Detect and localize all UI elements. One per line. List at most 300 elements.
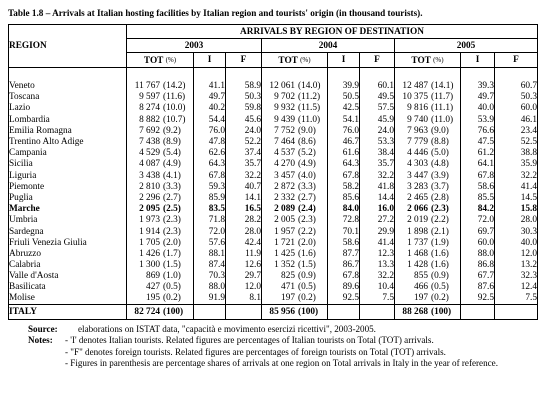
foreign-share: 7.5 [495, 293, 538, 304]
foreign-share: 49.5 [360, 92, 395, 103]
tot-value: 855 [414, 271, 428, 282]
tot-cell [262, 192, 328, 203]
tot-share: (10.0) [163, 103, 186, 114]
tot-value: 9 932 [274, 103, 295, 114]
foreign-share: 29.9 [360, 226, 395, 237]
spacer-cell [495, 68, 538, 81]
tot-cell [262, 103, 328, 114]
italian-share: 58.6 [328, 237, 360, 248]
italian-share: 41.1 [194, 81, 226, 92]
total-tot-value: 85 956 [269, 306, 295, 317]
italian-share: 67.8 [461, 170, 495, 181]
total-tot-cell [262, 304, 328, 319]
foreign-share: 13.2 [495, 260, 538, 271]
tot-share: (3.3) [298, 181, 316, 192]
foreign-share: 13.3 [360, 260, 395, 271]
table-row [9, 114, 538, 125]
total-tot-share: (100) [163, 306, 184, 317]
tot-share: (4.9) [163, 159, 181, 170]
tot-share: (0.5) [298, 282, 316, 293]
tot-cell [395, 271, 461, 282]
tot-share: (11.0) [431, 114, 454, 125]
tot-value: 3 457 [274, 170, 295, 181]
spacer-cell [395, 68, 461, 81]
tot-value: 1 426 [139, 248, 160, 259]
tot-share: (1.7) [163, 248, 181, 259]
tot-share: (1.6) [431, 260, 449, 271]
tot-value: 8 882 [139, 114, 160, 125]
tot-cell [127, 215, 194, 226]
tot-header [262, 53, 328, 68]
italian-share: 46.7 [328, 136, 360, 147]
italian-share: 88.0 [461, 248, 495, 259]
italian-header: I [328, 53, 360, 68]
total-empty-cell [495, 304, 538, 319]
foreign-share: 16.5 [226, 204, 262, 215]
foreign-share: 53.3 [360, 136, 395, 147]
tot-share: (0.9) [298, 271, 316, 282]
tot-share: (1.5) [298, 260, 316, 271]
tot-share: (2.3) [163, 226, 181, 237]
tot-value: 4 537 [274, 148, 295, 159]
table-row [9, 237, 538, 248]
italian-share: 64.3 [194, 159, 226, 170]
foreign-share: 52.2 [226, 136, 262, 147]
tot-cell [395, 293, 461, 304]
region-name: Marche [9, 204, 127, 215]
spacer-cell [127, 68, 194, 81]
tot-cell [262, 293, 328, 304]
year-header-2004: 2004 [262, 39, 395, 53]
foreign-share: 8.1 [226, 293, 262, 304]
region-name: Umbria [9, 215, 127, 226]
tot-cell [395, 125, 461, 136]
foreign-share: 52.5 [495, 136, 538, 147]
tot-cell [127, 92, 194, 103]
foreign-share: 32.2 [226, 170, 262, 181]
italian-share: 62.6 [194, 148, 226, 159]
spacer-cell [9, 68, 127, 81]
foreign-share: 38.4 [360, 148, 395, 159]
foreign-share: 32.2 [360, 170, 395, 181]
region-name: Liguria [9, 170, 127, 181]
tot-value: 4 446 [407, 148, 428, 159]
italian-share: 85.6 [328, 192, 360, 203]
tot-share: (11.5) [298, 103, 321, 114]
region-name: Molise [9, 293, 127, 304]
tot-value: 1 352 [274, 260, 295, 271]
tot-value: 1 973 [139, 215, 160, 226]
note-line [28, 347, 538, 358]
tot-share: (9.2) [163, 125, 181, 136]
region-name: Emilia Romagna [9, 125, 127, 136]
italian-share: 64.3 [328, 159, 360, 170]
tot-value: 7 438 [139, 137, 160, 148]
tot-value: 7 752 [274, 125, 295, 136]
note-text: - Figures in parenthesis are percentage shares of arrivals at one region on Total arrivals in Italy in the year of reference. [65, 358, 498, 369]
italian-share: 40.0 [461, 103, 495, 114]
tot-share: (0.2) [163, 293, 181, 304]
tot-share: (1.6) [298, 248, 316, 259]
tot-cell [395, 248, 461, 259]
arrivals-table [8, 24, 538, 320]
foreign-share: 24.0 [360, 125, 395, 136]
total-empty-cell [328, 304, 360, 319]
table-row [9, 159, 538, 170]
region-name: Lombardia [9, 114, 127, 125]
foreign-share: 35.9 [495, 159, 538, 170]
tot-cell [395, 148, 461, 159]
italian-share: 72.8 [328, 215, 360, 226]
note-line [28, 358, 538, 369]
tot-share: (2.5) [163, 204, 181, 215]
spacer-cell [194, 68, 226, 81]
italian-share: 67.7 [461, 271, 495, 282]
tot-cell [262, 226, 328, 237]
region-name: Friuli Venezia Giulia [9, 237, 127, 248]
note-text: - "F" denotes foreign tourists. Related figures are percentages of foreign tourists on Total (TOT) arrivals. [65, 346, 446, 357]
tot-share: (0.2) [431, 293, 449, 304]
tot-share: (2.0) [163, 237, 181, 248]
foreign-share: 60.7 [495, 81, 538, 92]
tot-value: 2 095 [139, 204, 160, 215]
tot-cell [395, 226, 461, 237]
foreign-share: 30.3 [495, 226, 538, 237]
tot-share: (3.3) [163, 181, 181, 192]
foreign-share: 11.9 [226, 248, 262, 259]
italian-share: 89.6 [328, 282, 360, 293]
tot-header-label: TOT [411, 55, 431, 66]
italian-header: I [194, 53, 226, 68]
tot-cell [262, 136, 328, 147]
tot-cell [395, 282, 461, 293]
spacer-cell [328, 68, 360, 81]
table-row [9, 92, 538, 103]
tot-value: 1 300 [139, 260, 160, 271]
italian-share: 84.2 [461, 204, 495, 215]
tot-cell [262, 271, 328, 282]
italian-share: 92.5 [461, 293, 495, 304]
region-name: Campania [9, 148, 127, 159]
tot-cell [395, 192, 461, 203]
tot-value: 1 721 [274, 237, 295, 248]
tot-cell [262, 114, 328, 125]
foreign-share: 10.4 [360, 282, 395, 293]
table-notes [28, 324, 538, 370]
foreign-share: 24.0 [226, 125, 262, 136]
tot-value: 1 957 [274, 226, 295, 237]
tot-cell [395, 237, 461, 248]
total-empty-cell [461, 304, 495, 319]
tot-cell [262, 181, 328, 192]
tot-cell [262, 125, 328, 136]
tot-cell [127, 148, 194, 159]
source-line [28, 324, 538, 335]
foreign-header: F [226, 53, 262, 68]
foreign-share: 38.8 [495, 148, 538, 159]
tot-value: 4 087 [139, 159, 160, 170]
italian-share: 70.3 [194, 271, 226, 282]
tot-share: (10.7) [163, 114, 186, 125]
tot-share: (2.2) [298, 226, 316, 237]
tot-value: 9 702 [274, 92, 295, 103]
tot-cell [127, 181, 194, 192]
tot-share: (5.4) [163, 148, 181, 159]
tot-value: 3 447 [407, 170, 428, 181]
foreign-share: 59.8 [226, 103, 262, 114]
foreign-share: 58.9 [226, 81, 262, 92]
tot-value: 2 005 [274, 215, 295, 226]
tot-cell [127, 81, 194, 92]
italian-share: 40.2 [194, 103, 226, 114]
tot-share: (4.1) [163, 170, 181, 181]
table-row [9, 271, 538, 282]
tot-cell [127, 204, 194, 215]
italian-share: 86.7 [328, 260, 360, 271]
total-empty-cell [226, 304, 262, 319]
total-label: ITALY [9, 304, 127, 319]
notes-label: Notes: [28, 335, 53, 346]
foreign-share: 28.2 [226, 215, 262, 226]
italian-share: 86.8 [461, 260, 495, 271]
tot-cell [395, 136, 461, 147]
tot-cell [127, 192, 194, 203]
note-line [28, 335, 538, 346]
foreign-share: 35.7 [226, 159, 262, 170]
pct-header-label: (%) [433, 55, 444, 64]
tot-value: 7 692 [139, 125, 160, 136]
table-row [9, 204, 538, 215]
foreign-share: 12.0 [226, 282, 262, 293]
italian-share: 39.3 [461, 81, 495, 92]
foreign-share: 14.1 [226, 192, 262, 203]
italian-share: 72.0 [194, 226, 226, 237]
year-header-2003: 2003 [127, 39, 262, 53]
pct-header-label: (%) [300, 55, 311, 64]
tot-cell [127, 114, 194, 125]
tot-share: (8.8) [431, 137, 449, 148]
foreign-share: 16.0 [360, 204, 395, 215]
tot-share: (2.2) [431, 215, 449, 226]
table-row [9, 125, 538, 136]
region-name: Veneto [9, 81, 127, 92]
foreign-share: 50.3 [495, 92, 538, 103]
tot-value: 9 439 [274, 114, 295, 125]
tot-cell [262, 237, 328, 248]
italian-share: 64.1 [461, 159, 495, 170]
tot-cell [262, 204, 328, 215]
italian-share: 67.8 [328, 170, 360, 181]
italian-share: 72.0 [461, 215, 495, 226]
tot-value: 3 438 [139, 170, 160, 181]
foreign-share: 60.1 [360, 81, 395, 92]
italian-share: 53.9 [461, 114, 495, 125]
italian-share: 88.0 [194, 282, 226, 293]
table-row [9, 226, 538, 237]
foreign-share: 28.0 [226, 226, 262, 237]
region-name: Puglia [9, 192, 127, 203]
notes-label-spacer [28, 358, 65, 369]
region-name: Toscana [9, 92, 127, 103]
tot-value: 1 914 [139, 226, 160, 237]
italian-share: 67.8 [328, 271, 360, 282]
tot-cell [127, 226, 194, 237]
notes-label-spacer [28, 347, 65, 358]
tot-value: 466 [414, 282, 428, 293]
tot-value: 197 [414, 293, 428, 304]
italian-share: 58.6 [461, 181, 495, 192]
tot-share: (5.2) [298, 148, 316, 159]
tot-share: (11.1) [431, 103, 454, 114]
tot-cell [395, 215, 461, 226]
note-text: - 'I' denotes Italian tourists. Related figures are percentages of Italian tourists on Total (TOT) arrivals. [65, 335, 434, 346]
table-row [9, 181, 538, 192]
tot-share: (8.6) [298, 137, 316, 148]
foreign-share: 32.3 [495, 271, 538, 282]
tot-value: 869 [146, 271, 160, 282]
tot-value: 1 737 [407, 237, 428, 248]
tot-value: 2 872 [274, 181, 295, 192]
total-tot-cell [127, 304, 194, 319]
tot-cell [262, 260, 328, 271]
tot-value: 427 [146, 282, 160, 293]
pct-header-label: (%) [165, 55, 177, 64]
tot-value: 10 375 [402, 92, 428, 103]
tot-value: 195 [146, 293, 160, 304]
tot-cell [262, 248, 328, 259]
spacer-cell [360, 68, 395, 81]
tot-cell [395, 204, 461, 215]
foreign-share: 41.4 [360, 237, 395, 248]
tot-cell [395, 159, 461, 170]
tot-value: 12 061 [269, 81, 295, 92]
italian-share: 91.9 [194, 293, 226, 304]
group-header: ARRIVALS BY REGION OF DESTINATION [127, 25, 538, 39]
table-row [9, 215, 538, 226]
tot-cell [127, 125, 194, 136]
foreign-share: 28.0 [495, 215, 538, 226]
tot-cell [262, 148, 328, 159]
tot-share: (1.6) [431, 248, 449, 259]
tot-cell [127, 282, 194, 293]
italian-share: 54.4 [194, 114, 226, 125]
tot-share: (1.0) [163, 271, 181, 282]
italian-share: 76.0 [328, 125, 360, 136]
table-title: Table 1.8 – Arrivals at Italian hosting facilities by Italian region and tourists' origin (in thousand tourists). [8, 8, 423, 18]
tot-share: (4.8) [431, 159, 449, 170]
italian-share: 61.6 [328, 148, 360, 159]
region-name: Abruzzo [9, 248, 127, 259]
foreign-share: 42.4 [226, 237, 262, 248]
foreign-share: 12.3 [360, 248, 395, 259]
tot-header-label: TOT [278, 55, 298, 66]
region-name: Valle d'Aosta [9, 271, 127, 282]
foreign-share: 32.2 [360, 271, 395, 282]
tot-share: (0.5) [431, 282, 449, 293]
tot-cell [127, 103, 194, 114]
foreign-share: 50.3 [226, 92, 262, 103]
tot-share: (1.9) [431, 237, 449, 248]
foreign-share: 40.0 [495, 237, 538, 248]
tot-share: (1.5) [163, 260, 181, 271]
tot-value: 1 898 [407, 226, 428, 237]
foreign-share: 45.6 [226, 114, 262, 125]
tot-cell [127, 293, 194, 304]
region-name: Trentino Alto Adige [9, 136, 127, 147]
tot-header [395, 53, 461, 68]
tot-value: 2 089 [274, 204, 295, 215]
table-row [9, 293, 538, 304]
table-row [9, 260, 538, 271]
tot-cell [395, 114, 461, 125]
tot-cell [127, 170, 194, 181]
total-tot-value: 88 268 [402, 306, 428, 317]
region-name: Piemonte [9, 181, 127, 192]
tot-share: (2.8) [431, 192, 449, 203]
foreign-header: F [495, 53, 538, 68]
tot-header [127, 53, 194, 68]
tot-cell [395, 170, 461, 181]
tot-value: 4 529 [139, 148, 160, 159]
tot-share: (14.2) [163, 81, 186, 92]
foreign-share: 23.4 [495, 125, 538, 136]
foreign-share: 27.2 [360, 215, 395, 226]
tot-share: (2.7) [163, 192, 181, 203]
table-row [9, 192, 538, 203]
tot-header-label: TOT [143, 55, 164, 66]
table-row [9, 282, 538, 293]
italian-share: 49.7 [461, 92, 495, 103]
tot-share: (14.0) [298, 81, 321, 92]
tot-cell [127, 248, 194, 259]
tot-cell [127, 136, 194, 147]
tot-share: (2.4) [298, 204, 316, 215]
italian-share: 69.7 [461, 226, 495, 237]
tot-value: 8 274 [139, 103, 160, 114]
tot-cell [127, 159, 194, 170]
italian-header: I [461, 53, 495, 68]
italian-share: 59.3 [194, 181, 226, 192]
tot-cell [262, 170, 328, 181]
source-text: elaborations on ISTAT data, "capacità e movimento esercizi ricettivi", 2003-2005. [78, 324, 376, 334]
table-row [9, 81, 538, 92]
total-tot-share: (100) [431, 306, 452, 317]
tot-share: (0.2) [298, 293, 316, 304]
table-row [9, 148, 538, 159]
tot-share: (2.7) [298, 192, 316, 203]
foreign-share: 57.5 [360, 103, 395, 114]
tot-value: 2 296 [139, 192, 160, 203]
tot-share: (9.0) [298, 125, 316, 136]
tot-share: (11.0) [298, 114, 321, 125]
italian-share: 57.6 [194, 237, 226, 248]
italian-share: 85.5 [461, 192, 495, 203]
tot-value: 11 767 [134, 81, 160, 92]
tot-cell [127, 271, 194, 282]
italian-share: 42.5 [328, 103, 360, 114]
source-label: Source: [28, 324, 58, 334]
foreign-share: 41.8 [360, 181, 395, 192]
italian-share: 47.8 [194, 136, 226, 147]
foreign-share: 32.2 [495, 170, 538, 181]
table-row [9, 136, 538, 147]
tot-value: 197 [281, 293, 295, 304]
tot-value: 3 283 [407, 181, 428, 192]
tot-share: (2.0) [298, 237, 316, 248]
italian-share: 39.9 [328, 81, 360, 92]
tot-value: 1 705 [139, 237, 160, 248]
tot-cell [127, 237, 194, 248]
